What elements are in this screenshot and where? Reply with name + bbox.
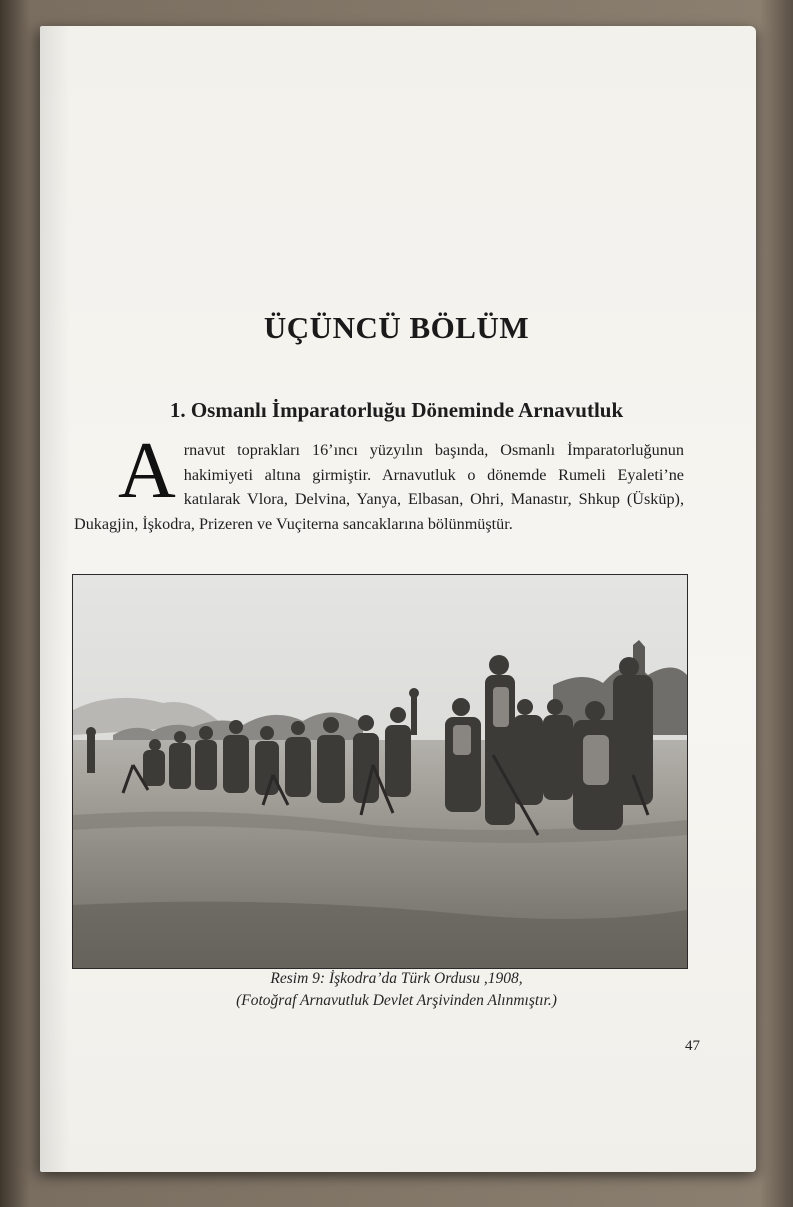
caption-line-1: Resim 9: İşkodra’da Türk Ordusu ,1908,: [270, 970, 523, 987]
paragraph-text: rnavut toprakları 16’ıncı yüzyılın başında, Osmanlı İmparatorluğunun hakimiyeti altına girmiştir. Arnavutluk o dönemde Rumeli Eyaleti’ne katılarak Vlora, Delvina, Yanya, Elbasan, Ohri, Manastır, Shkup (Üsküp), Dukagjin, İşkodra, Prizeren ve Vuçiterna sancaklarına bölünmüştür.: [74, 441, 684, 533]
body-paragraph: [74, 427, 684, 536]
historical-photograph: [73, 575, 687, 968]
figure-caption: [0, 968, 793, 1012]
photo-soldiers-image: [73, 575, 687, 968]
drop-cap: A: [118, 427, 176, 515]
caption-line-2: (Fotoğraf Arnavutluk Devlet Arşivinden Alınmıştır.): [236, 992, 557, 1009]
page-number: 47: [685, 1038, 700, 1054]
section-title: 1. Osmanlı İmparatorluğu Döneminde Arnavutluk: [169, 398, 624, 422]
chapter-title: ÜÇÜNCÜ BÖLÜM: [263, 310, 530, 345]
